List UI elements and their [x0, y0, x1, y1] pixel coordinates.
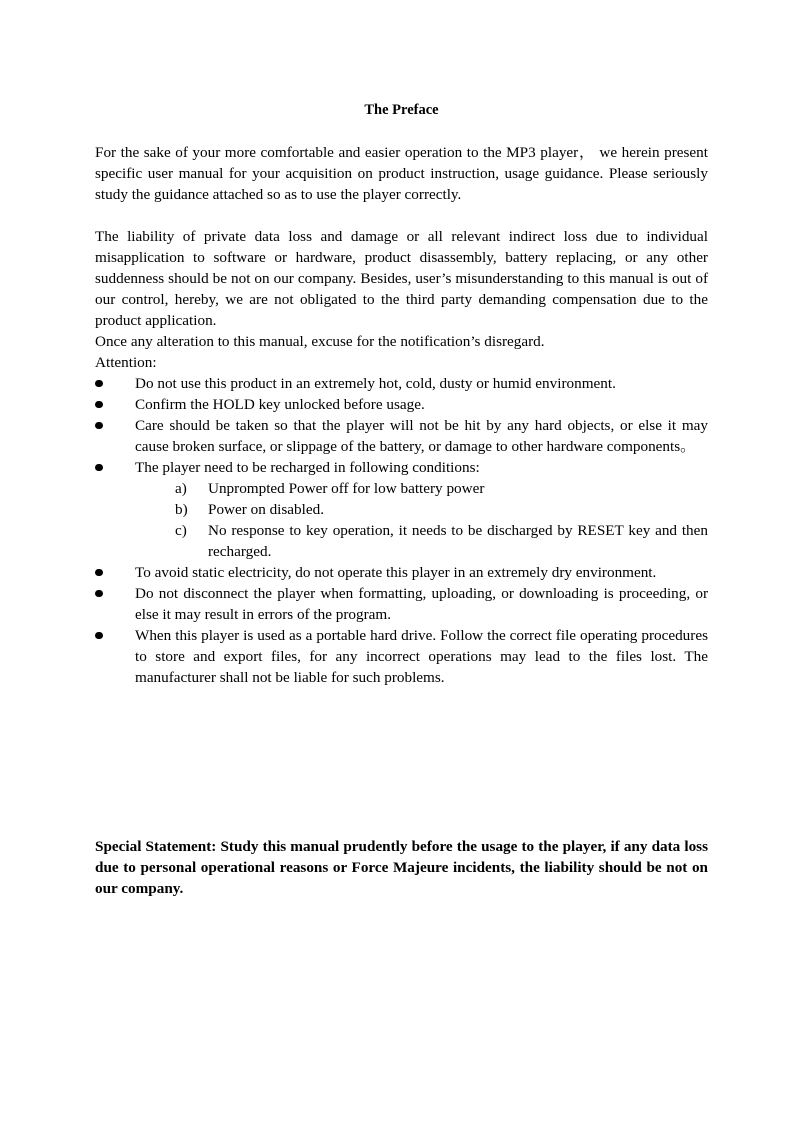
- list-item: [95, 625, 708, 688]
- list-item-text: To avoid static electricity, do not operate this player in an extremely dry environment.: [135, 564, 657, 581]
- attention-label: Attention:: [95, 354, 157, 371]
- list-item: [175, 520, 708, 562]
- list-item-text: No response to key operation, it needs to be discharged by RESET key and then recharged.: [208, 522, 708, 560]
- page-title: The Preface: [364, 102, 439, 118]
- bullet-disc-icon: [95, 373, 109, 394]
- paragraph-alteration: Once any alteration to this manual, excuse for the notification’s disregard.: [95, 333, 545, 350]
- bullet-disc-icon: [95, 562, 109, 583]
- recharge-conditions-list: [95, 478, 708, 562]
- paragraph-intro: For the sake of your more comfortable and easier operation to the MP3 player， we herein present specific user manual for your acquisition on product instruction, usage guidance. Please seriously study the guidance attached so as to use the player correctly.: [95, 144, 708, 203]
- list-item-marker: b): [175, 501, 188, 518]
- bullet-disc-icon: [95, 457, 109, 478]
- bullet-disc-icon: [95, 415, 109, 436]
- list-item-text: When this player is used as a portable hard drive. Follow the correct file operating procedures to store and export files, for any incorrect operations may lead to the files lost. The manufacturer shall not be liable for such problems.: [135, 627, 708, 686]
- list-item: [95, 457, 708, 478]
- list-item: [95, 415, 708, 457]
- list-item-text: Do not disconnect the player when formatting, uploading, or downloading is proceeding, or else it may result in errors of the program.: [135, 585, 708, 623]
- bottom-whitespace-spacer: [95, 688, 708, 836]
- list-item: [175, 478, 708, 499]
- paragraph-spacer-1: [95, 205, 708, 226]
- special-statement: Special Statement: Study this manual prudently before the usage to the player, if any data loss due to personal operational reasons or Force Majeure incidents, the liability should be not on our company.: [95, 838, 708, 897]
- list-item-text: Unprompted Power off for low battery power: [208, 480, 485, 497]
- paragraph-liability: The liability of private data loss and damage or all relevant indirect loss due to individual misapplication to software or hardware, product disassembly, battery replacing, or any other suddenness should be not on our company. Besides, user’s misunderstanding to this manual is out of our control, hereby, we are not obligated to the third party demanding compensation due to the product application.: [95, 228, 708, 329]
- bullet-disc-icon: [95, 583, 109, 604]
- list-item: [95, 394, 708, 415]
- list-item-text: Do not use this product in an extremely hot, cold, dusty or humid environment.: [135, 375, 616, 392]
- bullet-disc-icon: [95, 625, 109, 646]
- attention-bullet-list: [95, 373, 708, 478]
- bullet-disc-icon: [95, 394, 109, 415]
- list-item-text: Care should be taken so that the player will not be hit by any hard objects, or else it may cause broken surface, or slippage of the battery, or damage to other hardware components。: [135, 417, 708, 455]
- list-item-marker: c): [175, 522, 187, 539]
- list-item: [95, 583, 708, 625]
- list-item-text: The player need to be recharged in following conditions:: [135, 459, 480, 476]
- list-item: [175, 499, 708, 520]
- list-item-text: Power on disabled.: [208, 501, 324, 518]
- attention-bullet-list-continued: [95, 562, 708, 688]
- list-item-text: Confirm the HOLD key unlocked before usage.: [135, 396, 425, 413]
- document-body: [95, 0, 708, 899]
- title-body-spacer: [95, 121, 708, 142]
- list-item: [95, 373, 708, 394]
- list-item-marker: a): [175, 480, 187, 497]
- list-item: [95, 562, 708, 583]
